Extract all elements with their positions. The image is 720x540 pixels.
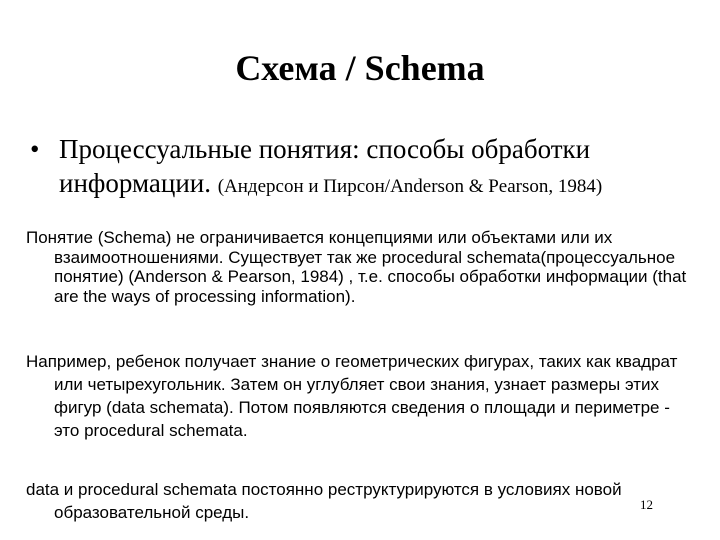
bullet-main-text: Процессуальные понятия: способы обработки информации. (59, 134, 591, 198)
bullet-symbol: • (30, 134, 40, 164)
bullet-citation: (Андерсон и Пирсон/Anderson & Pearson, 1984) (217, 176, 603, 197)
paragraph-text: Например, ребенок получает знание о геометрических фигурах, таких как квадрат или четырехугольник. Затем он углубляет свои знания, узнает размеры этих фигур (data schemata). Потом появляются сведения о площади и периметре - это procedural schemata. (26, 352, 678, 440)
bullet-point (30, 132, 700, 204)
slide-title: Схема / Schema (235, 48, 485, 88)
paragraph-schema-definition (26, 228, 698, 306)
paragraph-restructuring (26, 478, 626, 524)
bullet-text (59, 132, 700, 204)
paragraph-text: data и procedural schemata постоянно реструктурируются в условиях новой образовательной среды. (26, 480, 622, 522)
page-number: 12 (640, 497, 653, 512)
bullet-row (30, 132, 700, 204)
paragraph-text: Понятие (Schema) не ограничивается концепциями или объектами или их взаимоотношениями. Существует так же procedural schemata(процессуальное понятие) (Anderson & Pearson, 1984) , т.е. способы обработки информации (that are the ways of processing information). (26, 228, 687, 306)
paragraph-example (26, 350, 698, 442)
